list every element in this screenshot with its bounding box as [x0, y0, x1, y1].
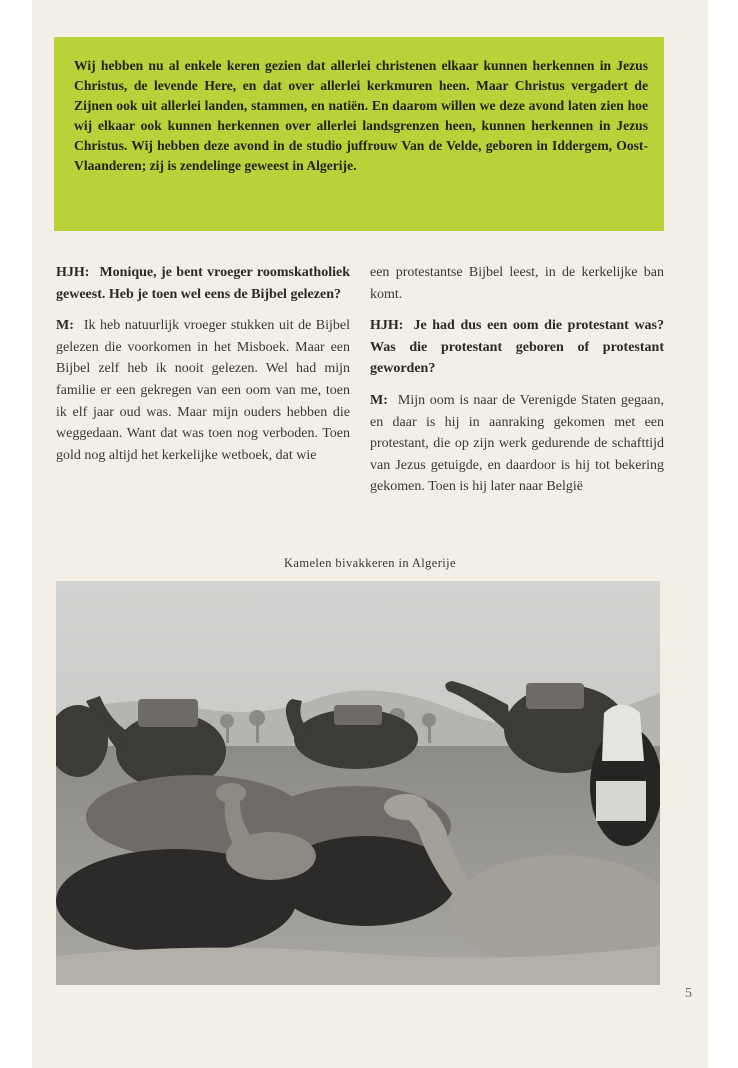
photo-caption: Kamelen bivakkeren in Algerije [283, 556, 456, 570]
question-2 [370, 315, 664, 380]
answer-2 [370, 390, 664, 498]
answer-text: Mijn oom is naar de Verenigde Staten gegaan, en daar is hij in aanraking gekomen met een protestant, die op zijn werk gedurende de schafttijd van Jezus getuigde, en daardoor is hij tot bekering gekomen. Toen is hij later naar België [370, 392, 664, 495]
question-text: Monique, je bent vroeger roomskatholiek geweest. Heb je toen wel eens de Bijbel gelezen? [56, 265, 350, 302]
speaker-label: M: [370, 392, 388, 408]
answer-1-continued: een protestantse Bijbel leest, in de kerkelijke ban komt. [370, 265, 664, 302]
speaker-label: HJH: [56, 265, 90, 280]
speaker-label: M: [56, 318, 74, 334]
column-left [56, 262, 350, 476]
answer-1 [56, 315, 350, 466]
answer-text: Ik heb natuurlijk vroeger stukken uit de Bijbel gelezen die voorkomen in het Misboek. Maar een Bijbel zelf heb ik nooit gelezen. Wel had mijn familie er een gekregen van een oom van me, toen ik elf jaar oud was. Maar mijn ouders hebben die weggedaan. Want dat was toen nog verboden. Toen gold nog altijd het kerkelijke wetboek, dat wie [56, 318, 350, 463]
intro-text: Wij hebben nu al enkele keren gezien dat allerlei christenen elkaar kunnen herkennen in Jezus Christus, de levende Here, en dat over allerlei kerkmuren heen. Maar Christus vergadert de Zijnen ook uit allerlei landen, stammen, en natiën. En daarom willen we deze avond laten zien hoe wij elkaar ook kunnen herkennen over allerlei landsgrenzen heen, kunnen herkennen in Jezus Christus. Wij hebben deze avond in de studio juffrouw Van de Velde, geboren in Iddergem, Oost-Vlaanderen; zij is zendelinge geweest in Algerije. [74, 58, 648, 173]
question-text: Je had dus een oom die protestant was? Was die protestant geboren of protestant geworden? [370, 318, 664, 377]
page [32, 0, 708, 1068]
column-right [370, 262, 664, 508]
camel-photo-illustration [56, 581, 660, 985]
page-number: 5 [685, 986, 692, 1001]
camel-photo [56, 581, 660, 985]
speaker-label: HJH: [370, 318, 404, 334]
question-1 [56, 262, 350, 305]
intro-box [54, 37, 664, 231]
